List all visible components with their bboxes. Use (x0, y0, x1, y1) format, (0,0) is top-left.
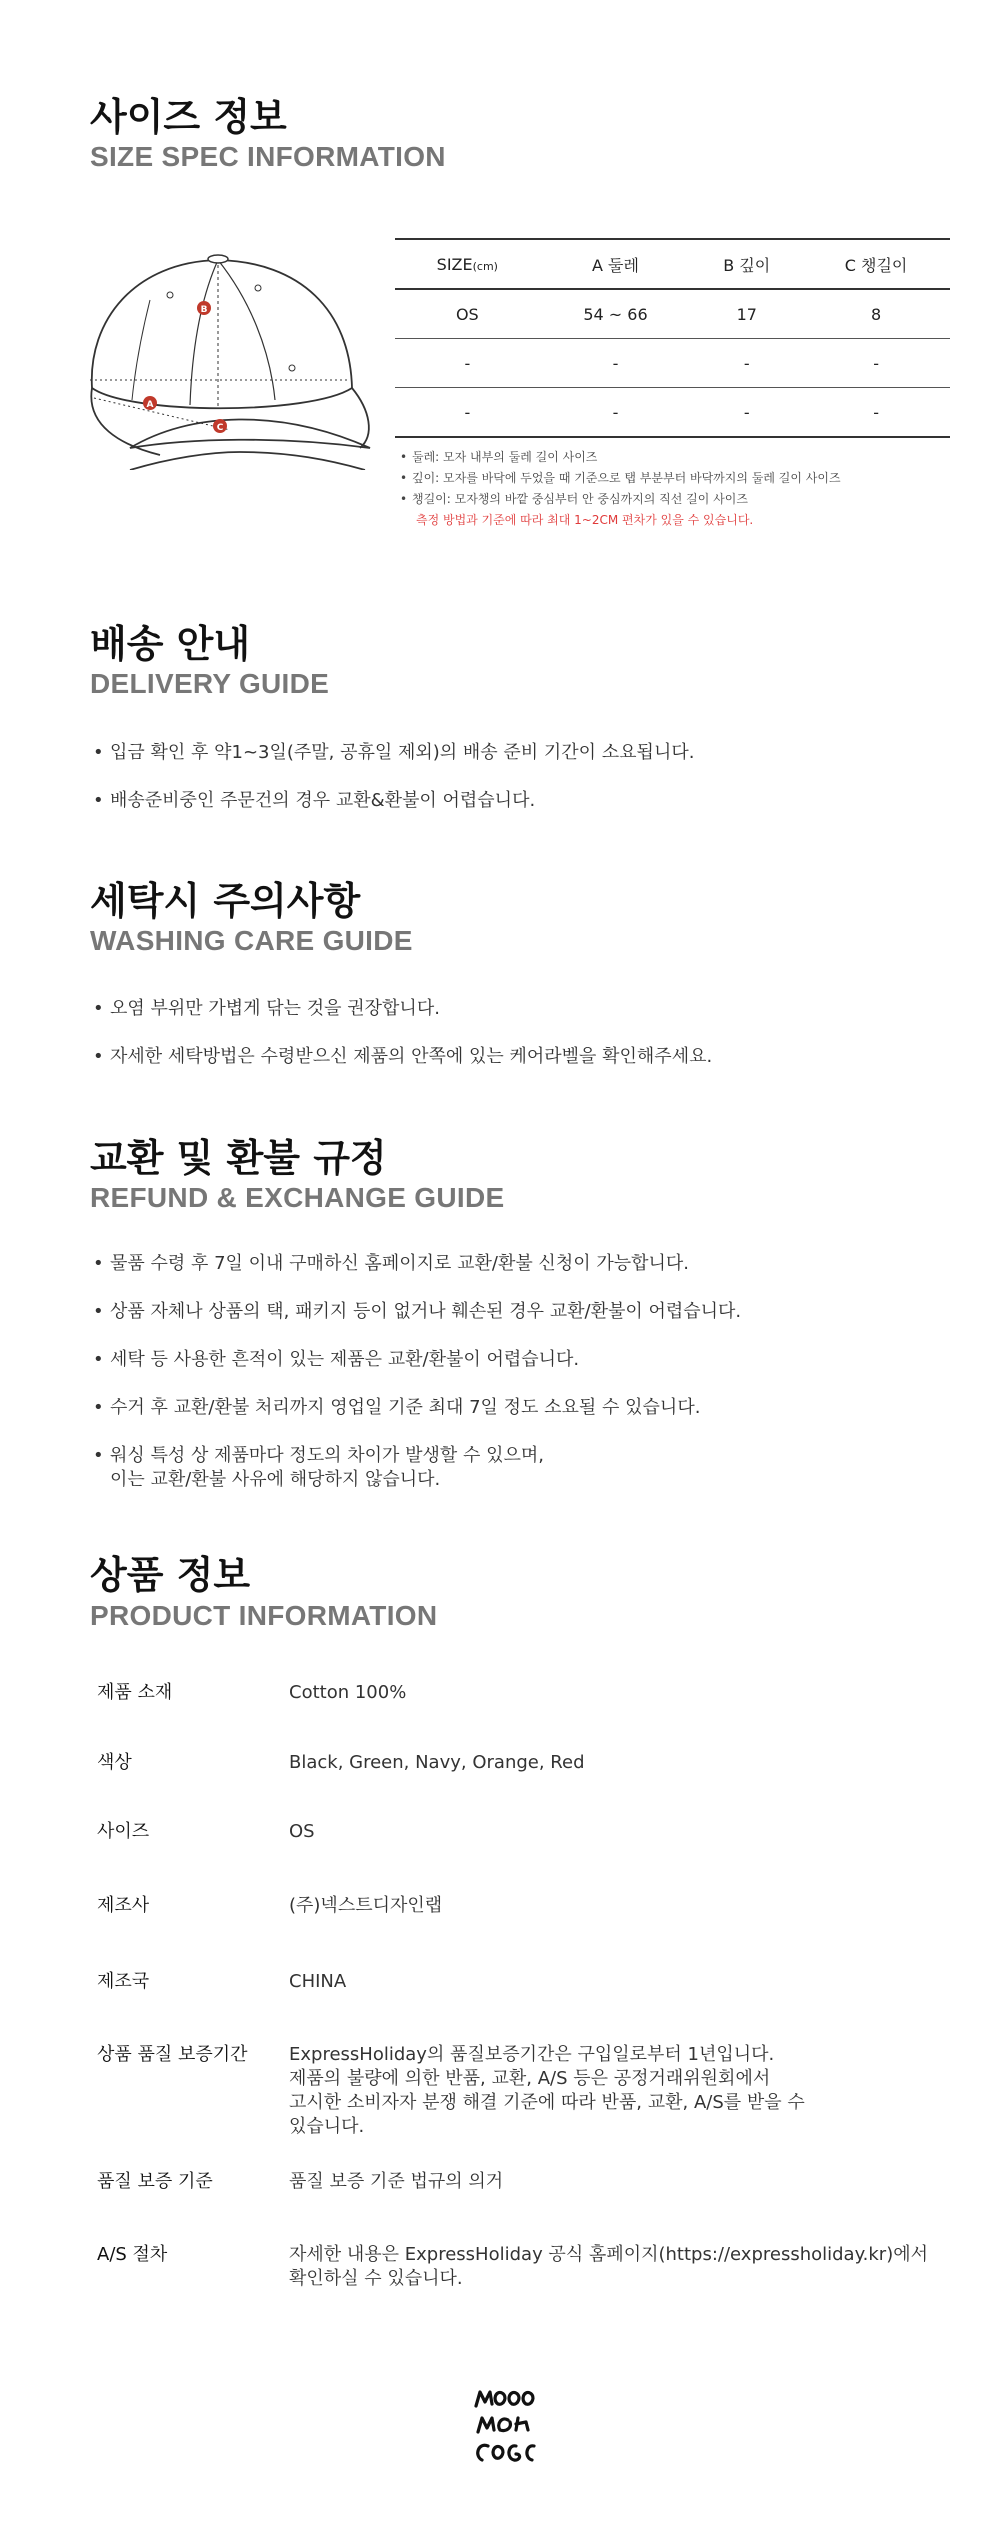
list-item: • 자세한 세탁방법은 수령받으신 제품의 안쪽에 있는 케어라벨을 확인해주세요. (90, 1045, 950, 1069)
list-item: • 상품 자체나 상품의 택, 패키지 등이 없거나 훼손된 경우 교환/환불이 어렵습니다. (90, 1300, 950, 1324)
washing-list (90, 997, 950, 1093)
svg-text:B: B (200, 305, 208, 315)
table-row: - - - - (395, 388, 950, 438)
svg-text:A: A (146, 400, 154, 410)
svg-text:C: C (216, 423, 224, 433)
table-row: OS 54 ~ 66 17 8 (395, 289, 950, 339)
list-item: • 오염 부위만 가볍게 닦는 것을 권장합니다. (90, 997, 950, 1021)
size-spec-subtitle: SIZE SPEC INFORMATION (90, 141, 446, 172)
diagram-label-c (213, 419, 227, 433)
delivery-title: 배송 안내 (90, 622, 251, 666)
header-circumference: A 둘레 (540, 239, 692, 289)
size-spec-title: 사이즈 정보 (90, 95, 287, 139)
note-warning: 측정 방법과 기준에 따라 최대 1~2CM 편차가 있을 수 있습니다. (416, 513, 754, 527)
list-item: • 입금 확인 후 약1~3일(주말, 공휴일 제외)의 배송 준비 기간이 소요됩니다. (90, 741, 950, 765)
product-subtitle: PRODUCT INFORMATION (90, 1600, 438, 1631)
header-brim: C 챙길이 (802, 239, 950, 289)
size-notes (400, 447, 841, 531)
size-header: SIZE(cm) (395, 239, 540, 289)
table-row: - - - - (395, 339, 950, 388)
diagram-label-b (197, 301, 211, 315)
diagram-label-a (143, 396, 157, 410)
delivery-subtitle: DELIVERY GUIDE (90, 668, 330, 699)
refund-subtitle: REFUND & EXCHANGE GUIDE (90, 1182, 505, 1213)
washing-title: 세탁시 주의사항 (90, 879, 361, 923)
note-circumference: • 둘레: 모자 내부의 둘레 길이 사이즈 (400, 447, 841, 468)
list-item-continued: 이는 교환/환불 사유에 해당하지 않습니다. (110, 1469, 441, 1490)
list-item: • 배송준비중인 주문건의 경우 교환&환불이 어렵습니다. (90, 789, 950, 813)
note-brim: • 챙길이: 모자챙의 바깥 중심부터 안 중심까지의 직선 길이 사이즈 (400, 489, 841, 510)
list-item: • 세탁 등 사용한 흔적이 있는 제품은 교환/환불이 어렵습니다. (90, 1348, 950, 1372)
size-table (395, 238, 950, 438)
delivery-list (90, 741, 950, 837)
refund-list (90, 1252, 950, 1516)
washing-subtitle: WASHING CARE GUIDE (90, 925, 413, 956)
note-depth: • 깊이: 모자를 바닥에 두었을 때 기준으로 탭 부분부터 바닥까지의 둘레 길이 사이즈 (400, 468, 841, 489)
product-title: 상품 정보 (90, 1553, 251, 1597)
list-item: • 물품 수령 후 7일 이내 구매하신 홈페이지로 교환/환불 신청이 가능합니다. (90, 1252, 950, 1276)
header-depth: B 깊이 (691, 239, 802, 289)
brand-logo-icon (470, 2384, 540, 2468)
refund-title: 교환 및 환불 규정 (90, 1136, 387, 1180)
list-item: • 워싱 특성 상 제품마다 정도의 차이가 발생할 수 있으며, (90, 1444, 950, 1468)
list-item: • 수거 후 교환/환불 처리까지 영업일 기준 최대 7일 정도 소요될 수 있습니다. (90, 1396, 950, 1420)
cap-diagram (80, 240, 380, 470)
